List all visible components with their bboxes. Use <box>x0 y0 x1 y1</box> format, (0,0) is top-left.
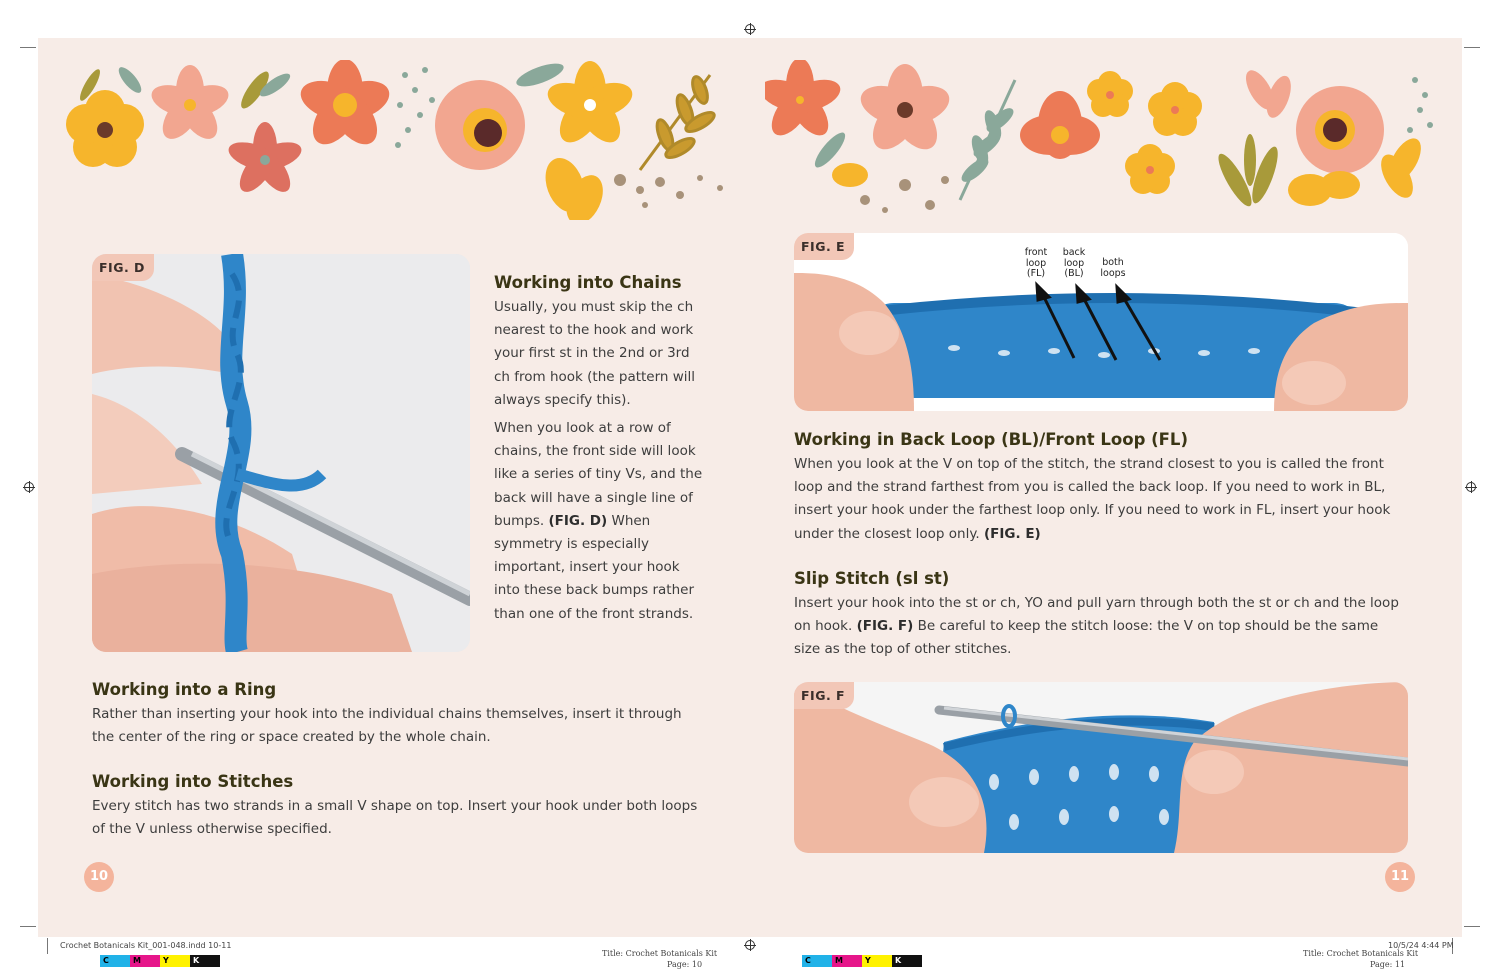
flower-yellow-icon <box>1375 133 1428 203</box>
slip-stitch-illustration <box>794 682 1408 853</box>
paragraph-text: When you look at the V on top of the stitch, the strand closest to you is called the front loop and the strand farthest from you is called the back loop. If you need to work in BL, insert your hook under the farthest loop only. If you need to work in FL, insert your hook under the closest loop only. <box>794 456 1391 542</box>
page-number-left: 10 <box>84 862 114 892</box>
cmyk-yellow: Y <box>160 955 190 967</box>
flower-yellow-icon <box>1148 82 1202 136</box>
flower-yellow-icon <box>1087 71 1133 117</box>
dots-icon <box>395 67 435 148</box>
paragraph-ring: Rather than inserting your hook into the individual chains themselves, insert it through the center of the ring or space created by the whole chain. <box>92 706 682 746</box>
fern-icon <box>640 75 717 170</box>
cmyk-black: K <box>190 955 220 967</box>
slug-page-left: Page: 10 <box>667 960 703 969</box>
pebbles-icon <box>614 174 723 208</box>
flower-yellow-icon <box>539 153 611 220</box>
registration-mark-icon <box>24 482 34 492</box>
fig-f-photo <box>794 682 1408 853</box>
slug-page-right: Page: 11 <box>1370 960 1406 969</box>
registration-mark-icon <box>1466 482 1476 492</box>
flower-yellow-icon <box>66 90 144 167</box>
cmyk-yellow: Y <box>862 955 892 967</box>
poppy-icon <box>1296 86 1384 174</box>
flower-coral-icon <box>765 60 844 142</box>
heading-working-into-ring: Working into a Ring <box>92 680 277 699</box>
paragraph-loops <box>794 453 1406 546</box>
floral-banner-right <box>765 60 1445 220</box>
leaf-icon <box>237 68 294 112</box>
paragraph-chains-1: Usually, you must skip the ch nearest to the hook and work your first st in the 2nd or 3rd ch from hook (the pattern will always specify this). <box>494 299 696 408</box>
crop-mark <box>1464 926 1480 927</box>
fig-d-label: FIG. D <box>92 254 154 281</box>
cmyk-magenta: M <box>130 955 160 967</box>
flower-pink-icon <box>1240 66 1295 121</box>
pebbles-icon <box>860 176 949 213</box>
flower-yellow-icon <box>1288 171 1360 206</box>
heading-slip-stitch: Slip Stitch (sl st) <box>794 569 950 588</box>
flower-yellow-icon <box>1125 144 1175 194</box>
floral-banner-left <box>60 60 740 220</box>
cmyk-black: K <box>892 955 922 967</box>
page-number-right: 11 <box>1385 862 1415 892</box>
crop-mark <box>47 938 48 954</box>
arrow-label-back-loop: back loop (BL) <box>1062 247 1086 279</box>
figure-reference: (FIG. D) <box>548 512 608 529</box>
paragraph-text: Insert your hook into the st or ch, YO and pull yarn through both the st or ch and the loop on hook. <box>794 595 1399 635</box>
cmyk-color-bar-left <box>100 955 220 967</box>
registration-mark-icon <box>745 24 755 34</box>
arrow-label-both-loops: both loops <box>1100 257 1126 279</box>
crop-mark <box>1464 47 1480 48</box>
arrow-label-front-loop: front loop (FL) <box>1024 247 1048 279</box>
fern-icon <box>960 80 1015 200</box>
paragraph-chains-2 <box>494 417 706 626</box>
heading-back-front-loop: Working in Back Loop (BL)/Front Loop (FL) <box>794 430 1188 449</box>
flower-coral-icon <box>1020 91 1100 159</box>
fig-e-label: FIG. E <box>794 233 854 260</box>
paragraph-text: When you look at a row of chains, the front side will look like a series of tiny Vs, and the back will have a single line of bumps. <box>494 420 703 529</box>
cmyk-cyan: C <box>100 955 130 967</box>
figure-reference: (FIG. E) <box>984 525 1041 542</box>
flower-coral-icon <box>225 122 305 198</box>
leaf-icon <box>810 129 868 187</box>
heading-working-into-chains: Working into Chains <box>494 273 682 292</box>
slug-date: 10/5/24 4:44 PM <box>1388 941 1454 950</box>
fig-d-photo <box>92 254 470 652</box>
registration-mark-icon <box>745 940 755 950</box>
poppy-icon <box>435 80 525 170</box>
paragraph-stitches: Every stitch has two strands in a small V shape on top. Insert your hook under both loops of the V unless otherwise specified. <box>92 798 698 838</box>
paragraph-text: When symmetry is especially important, insert your hook into these back bumps rather than one of the front strands. <box>494 512 695 622</box>
crop-mark <box>20 47 36 48</box>
flower-pink-icon <box>148 65 233 146</box>
paragraph-text: Be careful to keep the stitch loose: the V on top should be the same size as the top of other stitches. <box>794 618 1379 658</box>
flower-coral-icon <box>296 60 395 153</box>
crochet-chain-illustration <box>92 254 470 652</box>
fig-e-photo <box>794 233 1408 411</box>
paragraph-slip-stitch <box>794 592 1406 662</box>
cmyk-cyan: C <box>802 955 832 967</box>
slug-title-right: Title: Crochet Botanicals Kit <box>1303 949 1419 958</box>
slug-title-left: Title: Crochet Botanicals Kit <box>602 949 718 958</box>
cmyk-magenta: M <box>832 955 862 967</box>
leaf-icon <box>1213 134 1283 210</box>
flower-pink-icon <box>856 64 955 158</box>
heading-working-into-stitches: Working into Stitches <box>92 772 294 791</box>
slug-filename: Crochet Botanicals Kit_001-048.indd 10-11 <box>60 941 232 950</box>
cmyk-color-bar-right <box>802 955 922 967</box>
figure-reference: (FIG. F) <box>856 618 914 635</box>
fig-f-label: FIG. F <box>794 682 854 709</box>
crop-mark <box>20 926 36 927</box>
dots-icon <box>1407 77 1433 133</box>
